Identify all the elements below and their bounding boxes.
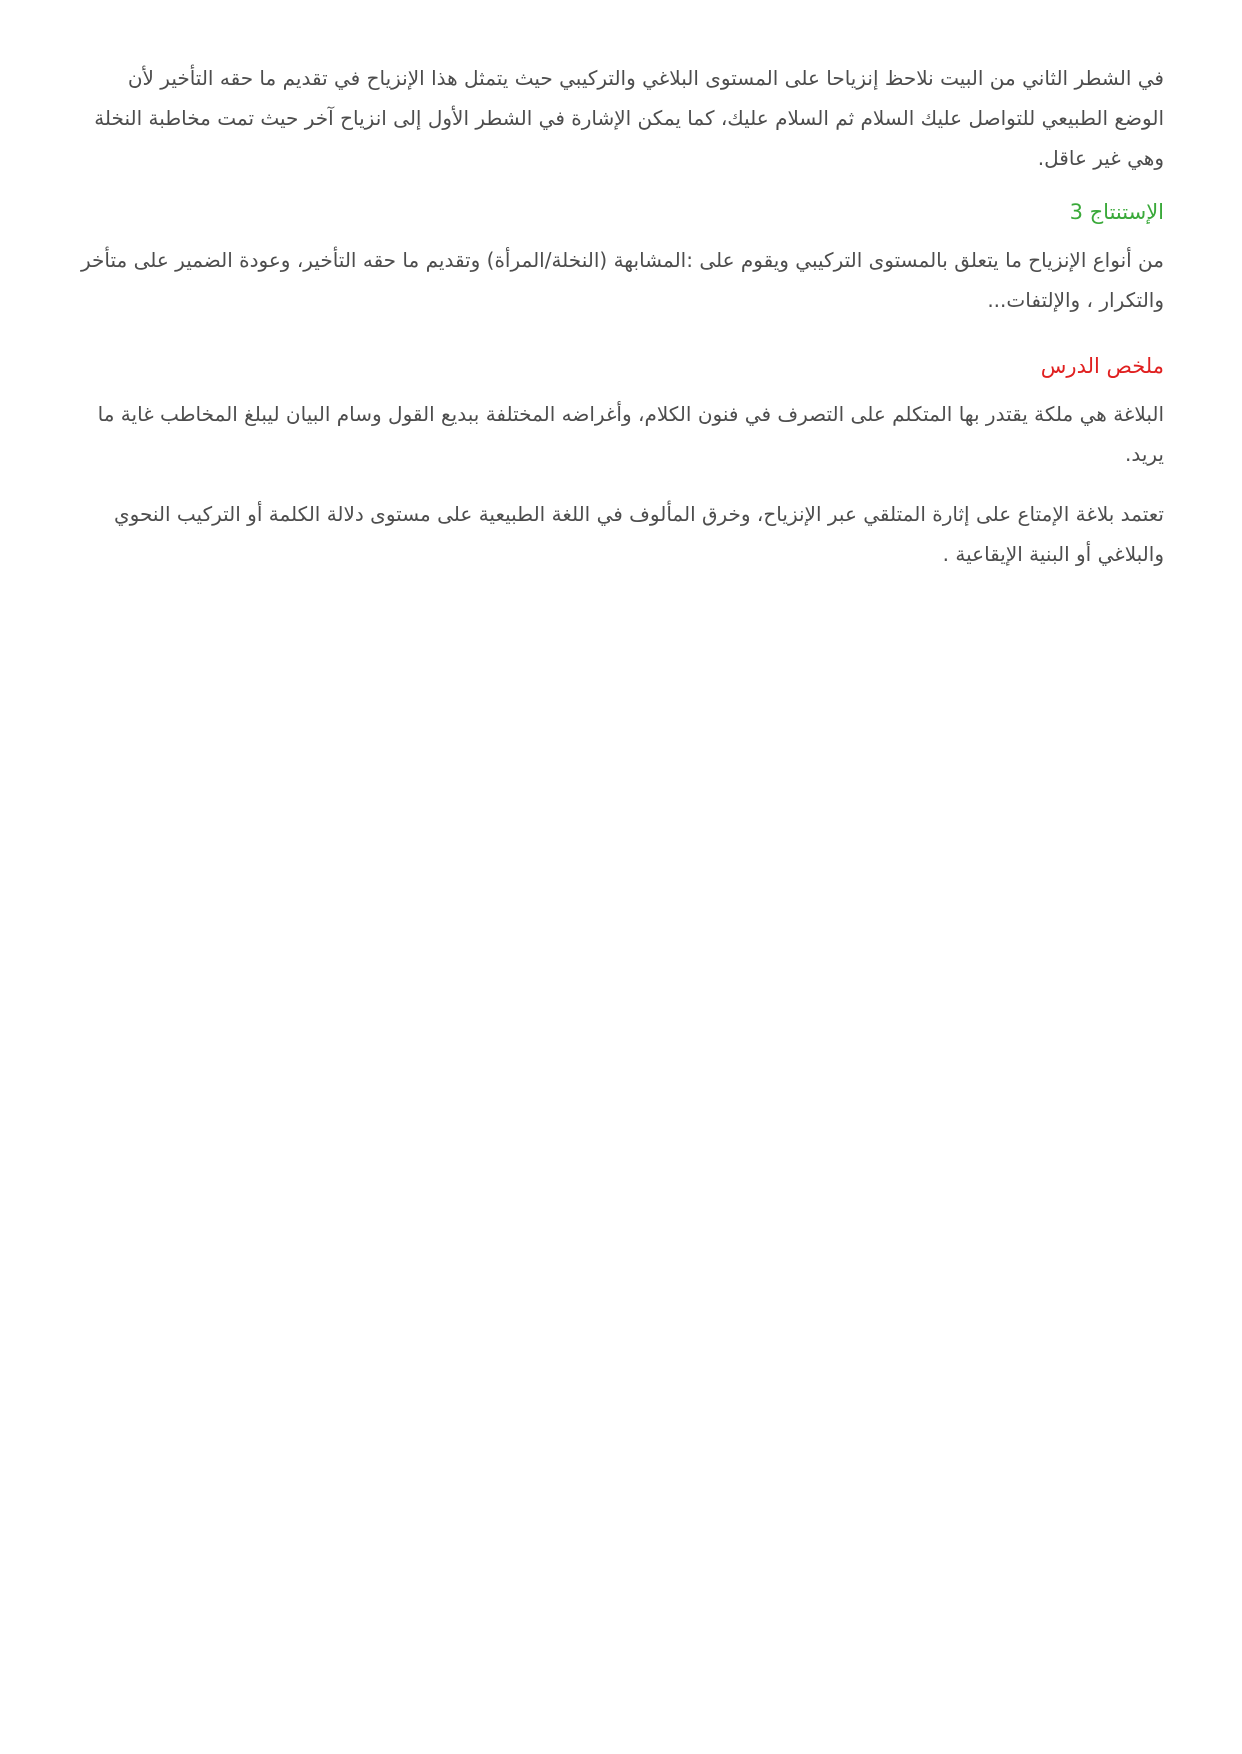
- paragraph-summary-definition: البلاغة هي ملكة يقتدر بها المتكلم على التصرف في فنون الكلام، وأغراضه المختلفة ببديع القول وسام البيان ليبلغ المخاطب غاية ما يريد.: [97, 402, 1164, 466]
- summary-heading: ملخص الدرس: [1040, 354, 1164, 378]
- conclusion-heading: الإستنتاج 3: [1069, 200, 1164, 224]
- paragraph-conclusion: من أنواع الإنزياح ما يتعلق بالمستوى التركيبي ويقوم على :المشابهة (النخلة/المرأة) وتقديم ما حقه التأخير، وعودة الضمير على متأخر والتكرار ، والإلتفات...: [80, 248, 1164, 312]
- paragraph-summary-rhetoric: تعتمد بلاغة الإمتاع على إثارة المتلقي عبر الإنزياح، وخرق المألوف في اللغة الطبيعية على مستوى دلالة الكلمة أو التركيب النحوي والبلاغي أو البنية الإيقاعية .: [113, 502, 1164, 566]
- paragraph-analysis: في الشطر الثاني من البيت نلاحظ إنزياحا على المستوى البلاغي والتركيبي حيث يتمثل هذا الإنزياح في تقديم ما حقه التأخير لأن الوضع الطبيعي للتواصل عليك السلام ثم السلام عليك، كما يمكن الإشارة في الشطر الأول إلى انزياح آخر حيث تمت مخاطبة النخلة وهي غير عاقل.: [94, 66, 1164, 170]
